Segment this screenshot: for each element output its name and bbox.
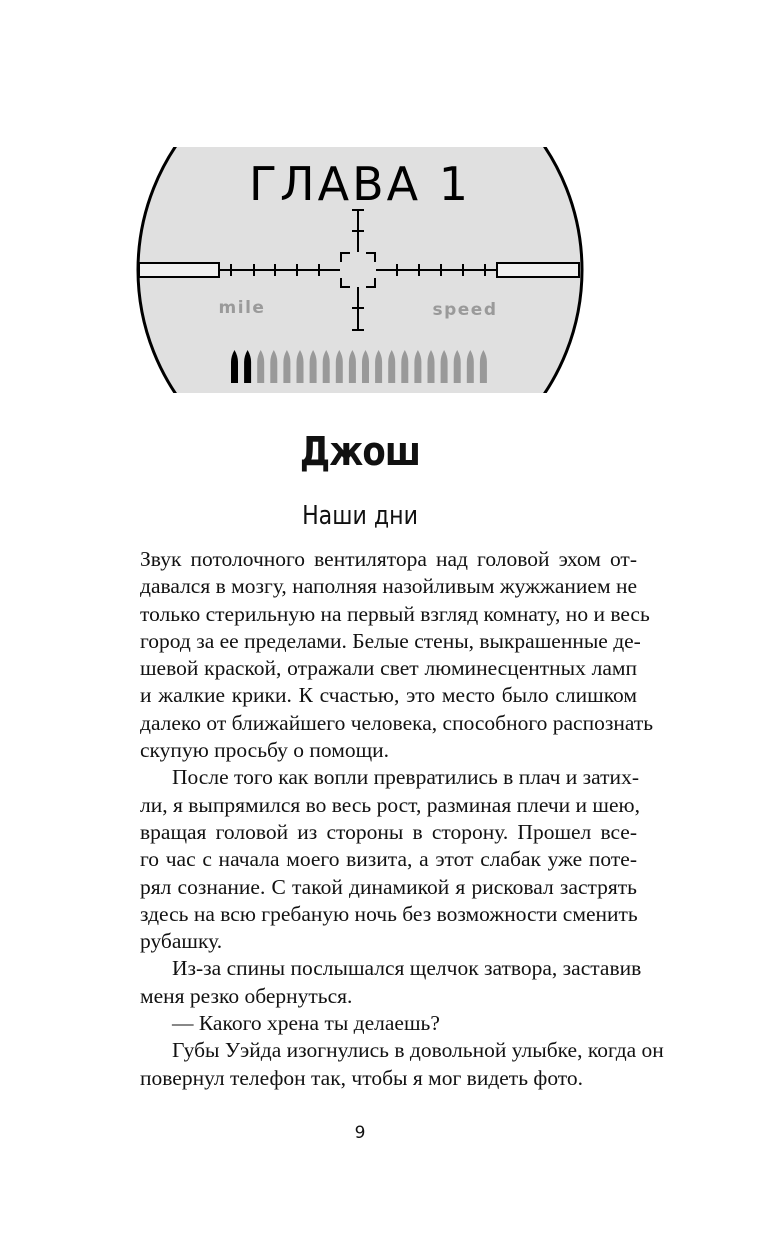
text-line: только стерильную на первый взгляд комнату, но и весь: [140, 601, 650, 626]
character-heading: Джош: [299, 429, 421, 475]
text-line: давался в мозгу, наполняя назойливым жужжанием не: [140, 574, 637, 599]
text-line: далеко от ближайшего человека, способного распознать: [140, 710, 654, 735]
text-line: Губы Уэйда изогнулись в довольной улыбке, когда он: [172, 1038, 664, 1063]
page-number: 9: [354, 1123, 366, 1143]
text-line: скупую просьбу о помощи.: [140, 738, 390, 763]
speed-label: speed: [432, 300, 498, 320]
text-line: и жалкие крики. К счастью, это место было слишком: [140, 683, 637, 708]
scope-lens: [138, 48, 582, 420]
text-line: рубашку.: [140, 929, 223, 954]
text-line: рял сознание. С такой динамикой я рисковал застрять: [140, 874, 637, 899]
text-line: здесь на всю гребаную ночь без возможности сменить: [140, 901, 638, 926]
text-line: После того как вопли превратились в плач и затих-: [172, 765, 639, 790]
chapter-emblem-scope: [0, 0, 768, 420]
text-line: вращая головой из стороны в сторону. Прошел все-: [140, 819, 637, 844]
mile-label: mile: [218, 298, 266, 318]
text-line: го час с начала моего визита, а этот слабак уже поте-: [140, 847, 637, 872]
text-line: шевой краской, отражали свет люминесцентных ламп: [140, 656, 637, 681]
text-line: Звук потолочного вентилятора над головой эхом от-: [140, 547, 637, 571]
text-line: — Какого хрена ты делаешь?: [172, 1011, 440, 1036]
text-line: меня резко обернуться.: [140, 983, 353, 1008]
text-line: ли, я выпрямился во весь рост, разминая плечи и шею,: [140, 792, 640, 817]
time-subheading: Наши дни: [302, 501, 418, 531]
text-line: Из-за спины послышался щелчок затвора, заставив: [172, 956, 642, 981]
text-line: повернул телефон так, чтобы я мог видеть фото.: [140, 1065, 584, 1090]
chapter-title: ГЛАВА 1: [248, 157, 472, 211]
text-line: город за ее пределами. Белые стены, выкрашенные де-: [140, 628, 641, 653]
body-text: [140, 546, 664, 1092]
